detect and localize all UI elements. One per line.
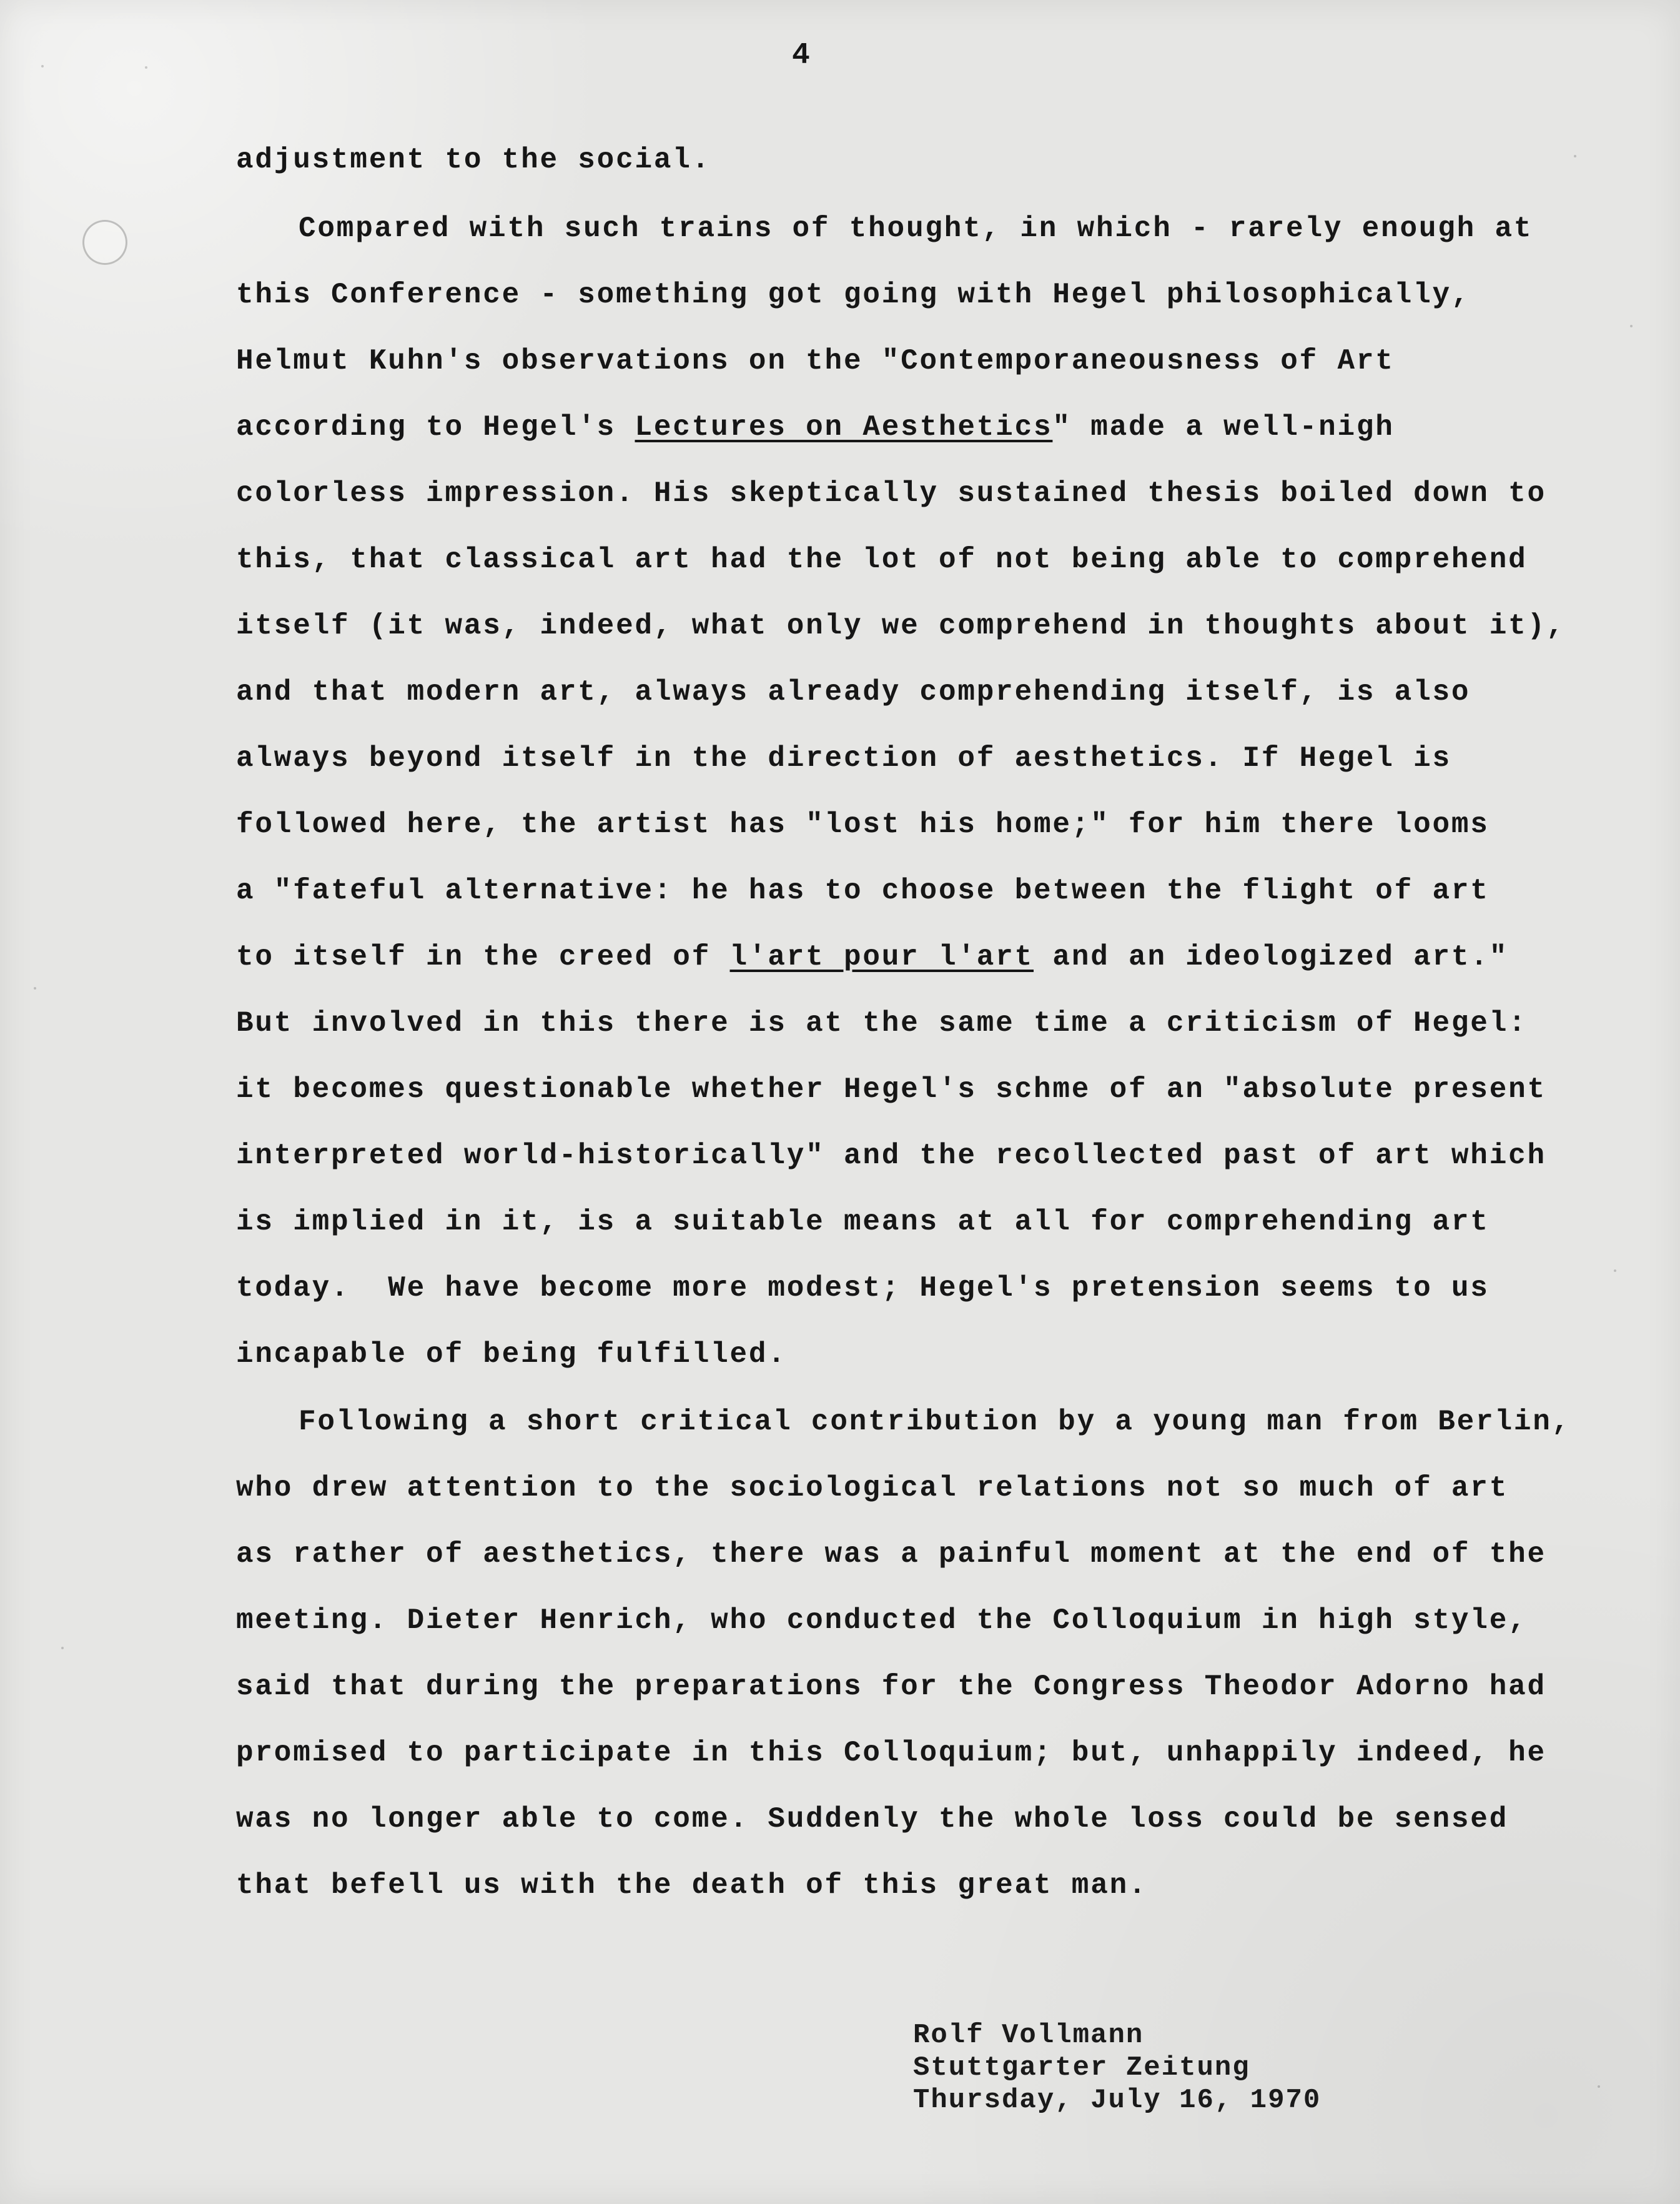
text-line (236, 938, 1508, 976)
text-line: as rather of aesthetics, there was a painful moment at the end of the (236, 1538, 1546, 1571)
signature-block (913, 2019, 1321, 2117)
punch-hole (82, 220, 127, 265)
text-segment: and an ideologized art." (1034, 941, 1509, 973)
text-segment: " made a well-nigh (1052, 411, 1395, 444)
text-line: a "fateful alternative: he has to choose between the flight of art (236, 875, 1490, 907)
text-line: interpreted world-historically" and the recollected past of art which (236, 1139, 1546, 1172)
text-line: today. We have become more modest; Hegel's pretension seems to us (236, 1272, 1490, 1304)
text-line: who drew attention to the sociological relations not so much of art (236, 1472, 1509, 1504)
text-line: Compared with such trains of thought, in which - rarely enough at (299, 212, 1533, 245)
paper-speck (1598, 2085, 1600, 2088)
paper-speck (41, 65, 44, 67)
text-line: But involved in this there is at the same time a criticism of Hegel: (236, 1007, 1528, 1040)
text-line: meeting. Dieter Henrich, who conducted the Colloquium in high style, (236, 1604, 1528, 1637)
paper-speck (1630, 325, 1633, 327)
text-line: always beyond itself in the direction of aesthetics. If Hegel is (236, 742, 1451, 775)
paper-speck (1614, 1269, 1616, 1272)
signature-publication: Stuttgarter Zeitung (913, 2052, 1250, 2083)
text-line: Following a short critical contribution by a young man from Berlin, (299, 1406, 1571, 1438)
paper-speck (145, 66, 147, 69)
text-line (236, 409, 1395, 446)
underlined-title-lectures-on-aesthetics: Lectures on Aesthetics (635, 411, 1053, 444)
text-line: was no longer able to come. Suddenly the whole loss could be sensed (236, 1803, 1509, 1835)
text-line: colorless impression. His skeptically sustained thesis boiled down to (236, 477, 1546, 510)
text-line: it becomes questionable whether Hegel's schme of an "absolute present (236, 1073, 1546, 1106)
text-line: this, that classical art had the lot of not being able to comprehend (236, 544, 1528, 576)
text-segment: according to Hegel's (236, 411, 635, 444)
text-line: that befell us with the death of this great man. (236, 1869, 1148, 1902)
signature-date: Thursday, July 16, 1970 (913, 2085, 1322, 2116)
text-line: Helmut Kuhn's observations on the "Contemporaneousness of Art (236, 345, 1395, 377)
paper-speck (34, 987, 36, 990)
text-line: adjustment to the social. (236, 144, 711, 176)
paper-speck (61, 1647, 64, 1649)
underlined-phrase-lart-pour-lart: l'art pour l'art (729, 941, 1034, 973)
text-line: followed here, the artist has "lost his home;" for him there looms (236, 808, 1490, 841)
text-line: said that during the preparations for the Congress Theodor Adorno had (236, 1670, 1546, 1703)
paper-speck (1574, 155, 1576, 157)
text-line: is implied in it, is a suitable means at all for comprehending art (236, 1206, 1490, 1238)
page-number: 4 (792, 39, 811, 72)
text-line: itself (it was, indeed, what only we comprehend in thoughts about it), (236, 610, 1566, 642)
text-line: promised to participate in this Colloquium; but, unhappily indeed, he (236, 1737, 1546, 1769)
text-line: incapable of being fulfilled. (236, 1338, 787, 1371)
text-line: and that modern art, always already comprehending itself, is also (236, 676, 1471, 708)
text-segment: to itself in the creed of (236, 941, 730, 973)
text-line: this Conference - something got going with Hegel philosophically, (236, 279, 1471, 311)
signature-name: Rolf Vollmann (913, 2020, 1144, 2051)
